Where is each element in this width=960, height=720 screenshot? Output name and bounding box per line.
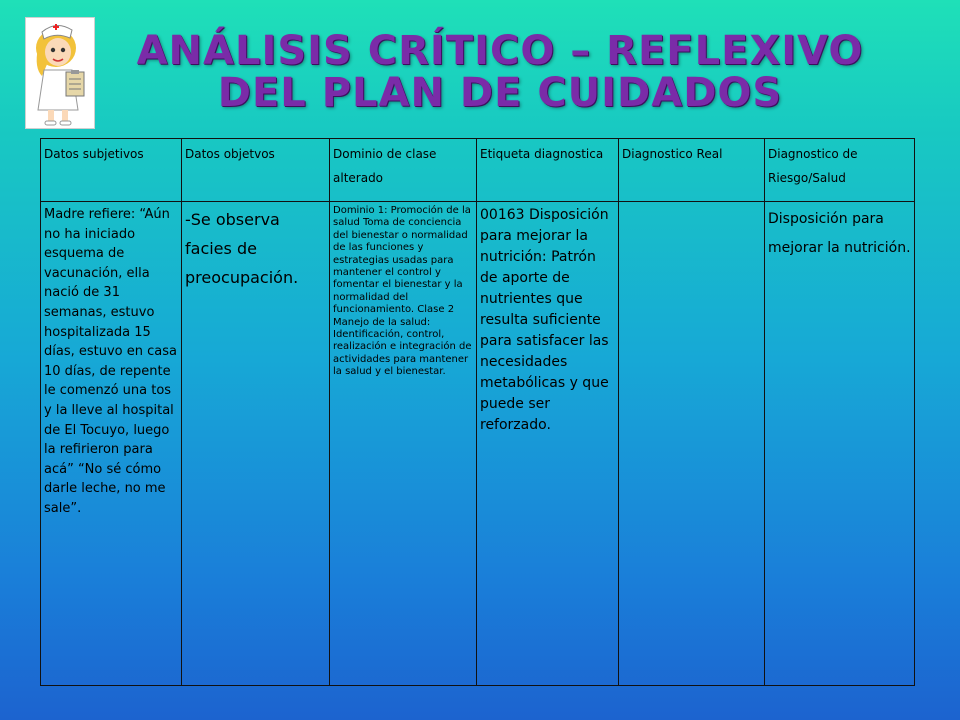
header-etiqueta: Etiqueta diagnostica — [477, 139, 619, 202]
header-diagnostico-riesgo: Diagnostico de Riesgo/Salud — [765, 139, 915, 202]
cell-datos-objetivos: -Se observa facies de preocupación. — [182, 202, 330, 686]
table-row — [41, 202, 915, 686]
header-diagnostico-real: Diagnostico Real — [619, 139, 765, 202]
table-header-row — [41, 139, 915, 202]
header-datos-subjetivos: Datos subjetivos — [41, 139, 182, 202]
cell-datos-subjetivos: Madre refiere: “Aún no ha iniciado esquema de vacunación, ella nació de 31 semanas, estuvo hospitalizada 15 días, estuvo en casa 10 días, de repente le comenzó una tos y la lleve al hospital de El Tocuyo, luego la refirieron para acá” “No sé cómo darle leche, no me sale”. — [41, 202, 182, 686]
cell-dominio: Dominio 1: Promoción de la salud Toma de conciencia del bienestar o normalidad de las funciones y estrategias usadas para mantener el control y fomentar el bienestar y la normalidad del funcionamiento. Clase 2 Manejo de la salud: Identificación, control, realización e integración de actividades para mantener la salud y el bienestar. — [330, 202, 477, 686]
cell-etiqueta: 00163 Disposición para mejorar la nutrición: Patrón de aporte de nutrientes que resulta suficiente para satisfacer las necesidades metabólicas y que puede ser reforzado. — [477, 202, 619, 686]
cell-diagnostico-real — [619, 202, 765, 686]
cell-diagnostico-riesgo: Disposición para mejorar la nutrición. — [765, 202, 915, 686]
header-datos-objetivos: Datos objetvos — [182, 139, 330, 202]
header-dominio: Dominio de clase alterado — [330, 139, 477, 202]
slide-title: ANÁLISIS CRÍTICO – REFLEXIVO DEL PLAN DE CUIDADOS — [136, 28, 864, 116]
nurse-clipart-icon — [25, 17, 95, 129]
care-plan-table — [40, 138, 915, 686]
